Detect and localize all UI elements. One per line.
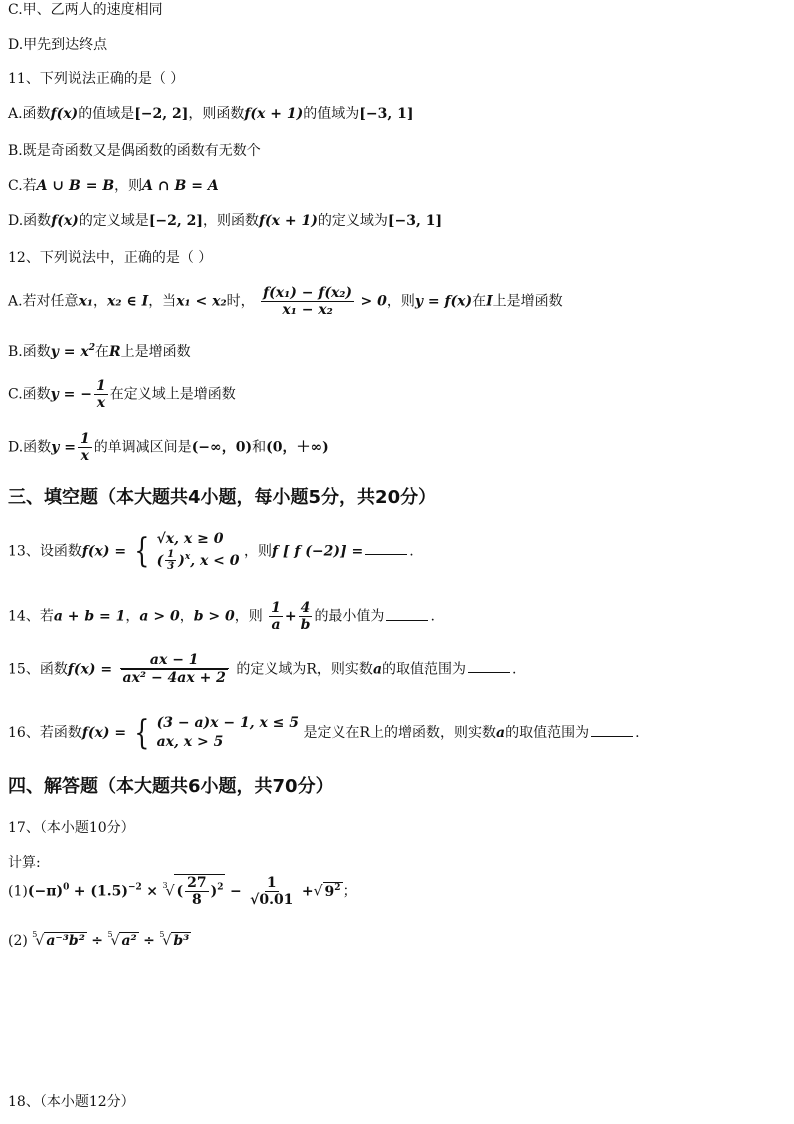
q17-part-1: $(1)(-\pi)^0 + (1.5)^{-2} \times ^3√$ ( $\frac{27}{8}$ )$^2$ − $\frac{1}{√0.01}$ +√ $9^2$ ； — [8, 875, 357, 909]
q12c-fraction: $\frac{1}{x}$ — [96, 378, 106, 412]
section-fill-blank-heading: 三、填空题（本大题共4小题，每小题5分，共20分） — [8, 487, 437, 508]
q16-answer-blank — [591, 724, 633, 737]
q14: 14、若a + b = 1，a > 0，b > 0，则 $\frac{1}{a}$ + $\frac{4}{b}$ 的最小值为 . — [8, 600, 435, 634]
q15-answer-blank — [468, 660, 510, 673]
q17-part-2: (2) $^5$√ a⁻³b² ÷ $^5$√ a² ÷ $^5$√ b³ — [8, 930, 190, 949]
q12-stem: 12、下列说法中，正确的是（ ） — [8, 250, 213, 266]
q12d-fraction: $\frac{1}{x}$ — [79, 431, 90, 465]
q11-stem: 11、下列说法正确的是（ ） — [8, 71, 185, 87]
q13: 13、设函数f(x) = { √x, x ≥ 0 ( $\frac{1}{3}$ )$^x$, x < 0 ，则f [ f (−2)] = . — [8, 531, 414, 573]
q15: 15、函数f(x) = $\frac{ax - 1}{\text{ax² − 4ax + 2}}$ 的定义域为R，则实数a的取值范围为 . — [8, 652, 517, 687]
q10-option-d: D.甲先到达终点 — [8, 37, 108, 53]
q13-brace: { — [133, 531, 149, 572]
q11-option-a: A.函数f(x)的值域是[−2, 2]，则函数f(x + 1)的值域为[−3, 1] — [8, 106, 414, 122]
q14-answer-blank — [386, 608, 428, 621]
q12-option-d: D.函数y = $\frac{1}{x}$ 的单调减区间是(−∞，0)和(0，＋∞) — [8, 431, 329, 465]
q11-option-c: C.若A ∪ B = B，则A ∩ B = A — [8, 178, 219, 194]
q11-option-b: B.既是奇函数又是偶函数的函数有无数个 — [8, 143, 261, 159]
section-answer-heading: 四、解答题（本大题共6小题，共70分） — [8, 776, 334, 797]
q13-answer-blank — [365, 542, 407, 555]
q10-option-c: C.甲、乙两人的速度相同 — [8, 2, 163, 18]
q15-fraction: $\frac{ax - 1}{\text{ax² − 4ax + 2}}$ — [119, 652, 230, 687]
q16-cases: (3 − a)x − 1, x ≤ 5 ax, x > 5 — [156, 715, 300, 750]
q12-option-b: B.函数$y = x^2$在R上是增函数 — [8, 343, 191, 360]
q11-option-d: D.函数f(x)的定义域是[−2, 2]，则函数f(x + 1)的定义域为[−3, 1] — [8, 213, 443, 229]
q13-cases: √x, x ≥ 0 ( $\frac{1}{3}$ )$^x$, x < 0 — [156, 531, 240, 573]
q12-option-a: A.若对任意x₁，x₂ ∈ I，当x₁ < x₂时， $\frac{\text{f(x₁) − f(x₂)}}{\text{x₁ − x₂}}$ > 0，则y = f(x)在I上是增函数 — [8, 285, 563, 319]
q12-option-c: C.函数y = − $\frac{1}{x}$ 在定义域上是增函数 — [8, 378, 236, 412]
q12a-fraction: $\frac{\text{f(x₁) − f(x₂)}}{\text{x₁ − x₂}}$ — [263, 285, 353, 319]
q18-stem: 18、（本小题12分） — [8, 1094, 135, 1110]
q17-stem: 17、（本小题10分） — [8, 820, 135, 836]
q16-brace: { — [133, 712, 149, 753]
q16: 16、若函数f(x) = { (3 − a)x − 1, x ≤ 5 ax, x > 5 是定义在R上的增函数，则实数a的取值范围为 . — [8, 712, 640, 753]
q17-calc-label: 计算: — [8, 855, 41, 871]
